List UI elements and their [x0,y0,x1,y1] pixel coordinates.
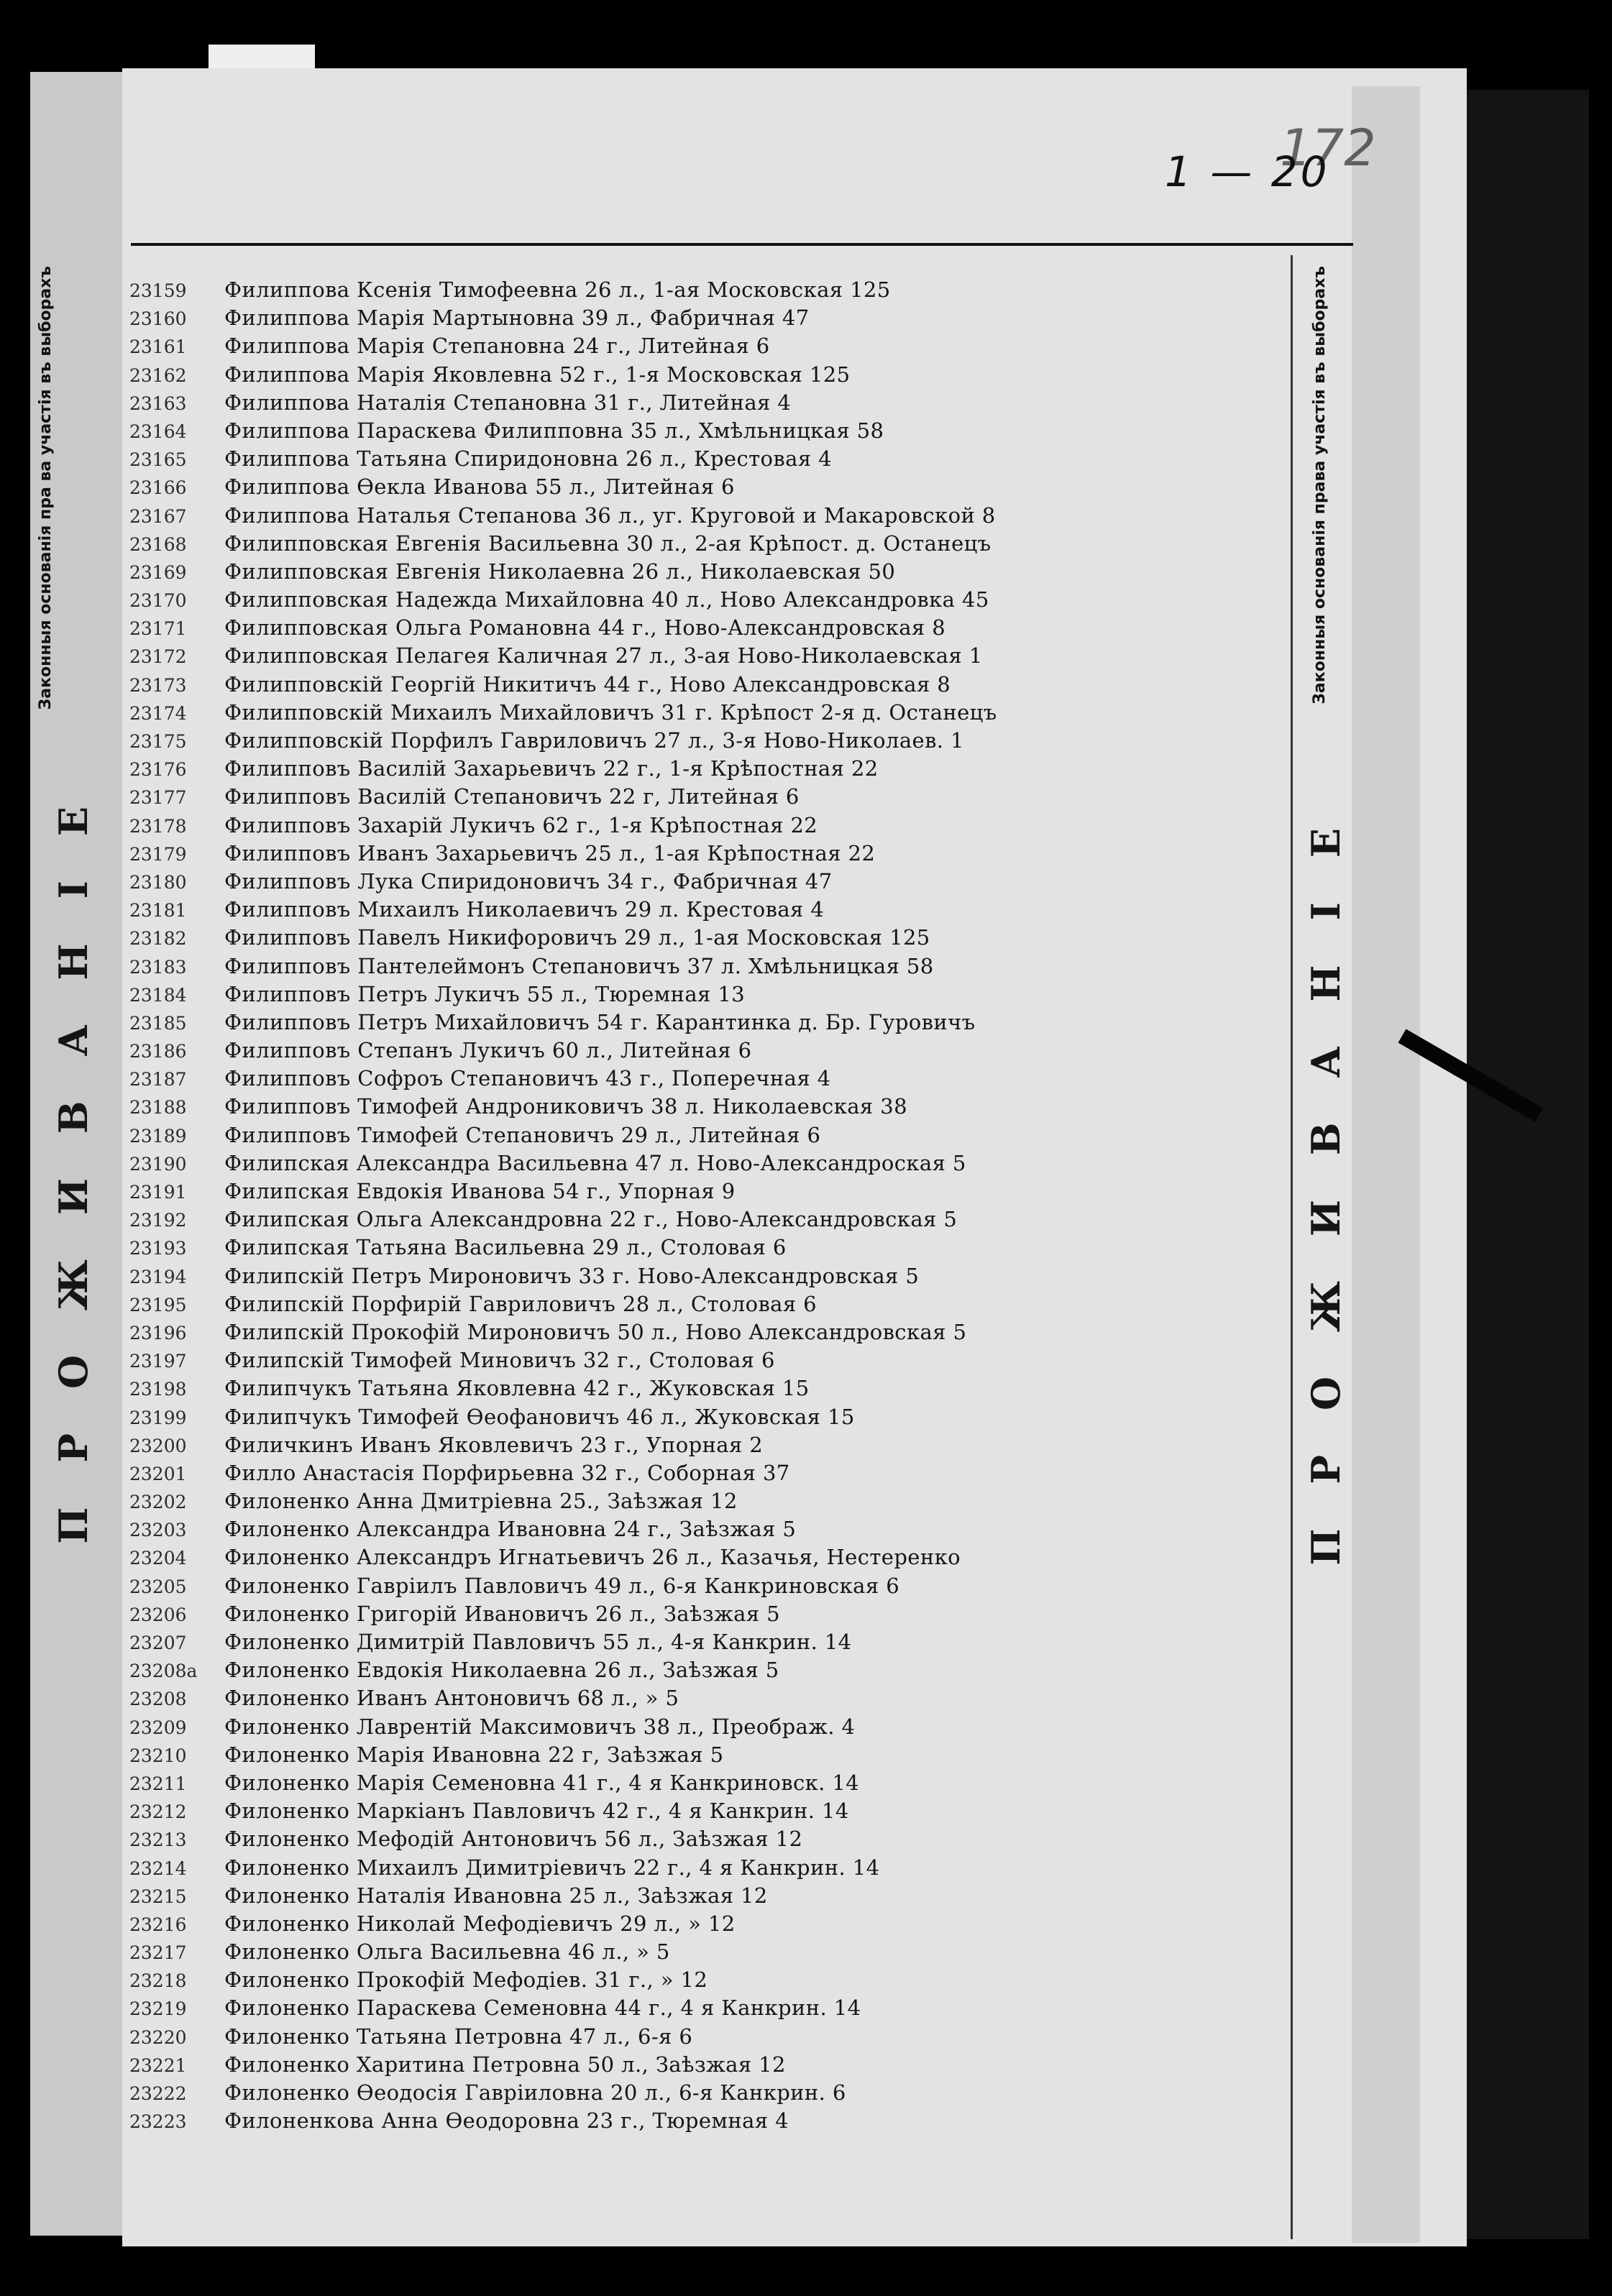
register-entry [129,1431,1294,1459]
entry-text: Филиппова Марія Мартыновна 39 л., Фабричная 47 [224,306,810,331]
entry-number: 23202 [129,1492,187,1513]
entry-number: 23208а [129,1661,198,1682]
right-column-title: ПРОЖИВАНІЕ [1303,784,1349,1566]
entry-number: 23184 [129,984,187,1006]
register-entry [129,530,1294,558]
entry-number: 23163 [129,392,187,414]
entry-number: 23210 [129,1745,187,1766]
left-column-caption: Законныя основанія пра ва участія въ выборахъ [37,266,55,710]
register-entry [129,2079,1294,2107]
entry-text: Филоненко Маркіанъ Павловичъ 42 г., 4 я Канкрин. 14 [224,1799,849,1824]
entry-number: 23198 [129,1379,187,1400]
register-entry [129,1769,1294,1797]
register-entry [129,1093,1294,1121]
entry-number: 23175 [129,731,187,752]
right-column-caption: Законныя основанія права участія въ выборахъ [1311,266,1329,704]
entry-text: Филипповъ Лука Спиридоновичъ 34 г., Фабричная 47 [224,868,833,894]
entry-text: Филипповскій Михаилъ Михайловичъ 31 г. Крѣпост 2-я д. Останецъ [224,699,997,725]
entry-text: Филоненко Ольга Васильевна 46 л., » 5 [224,1939,670,1965]
register-entry [129,1600,1294,1628]
register-entry [129,699,1294,727]
register-entry [129,1121,1294,1149]
register-entry [129,1966,1294,1994]
register-entry [129,1487,1294,1515]
entry-text: Филоненко Димитрій Павловичъ 55 л., 4-я Канкрин. 14 [224,1630,852,1654]
entry-number: 23218 [129,1970,187,1992]
register-entry [129,2051,1294,2079]
entry-number: 23211 [129,1773,187,1794]
register-entry [129,755,1294,783]
register-entry [129,1572,1294,1600]
entry-number: 23213 [129,1829,187,1851]
entry-number: 23171 [129,618,187,640]
register-entry [129,1713,1294,1741]
entry-number: 23185 [129,1012,187,1034]
register-entry [129,671,1294,699]
entry-number: 23217 [129,1942,187,1964]
entry-number: 23173 [129,674,187,696]
entry-text: Филипповъ Захарій Лукичъ 62 г., 1-я Крѣпостная 22 [224,812,818,837]
register-entry [129,1009,1294,1037]
register-entry [129,1234,1294,1262]
entry-number: 23166 [129,477,187,499]
entry-number: 23181 [129,900,187,922]
register-entry [129,1206,1294,1234]
folio-number: 172 [1280,119,1376,178]
entry-text: Филоненко Ѳеодосія Гавріиловна 20 л., 6-я Канкрин. 6 [224,2080,846,2105]
register-entry [129,1262,1294,1290]
register-entry [129,1854,1294,1882]
entry-number: 23206 [129,1604,187,1625]
entry-text: Филоненко Харитина Петровна 50 л., Заѣзжая 12 [224,2052,786,2077]
register-entry [129,445,1294,473]
entry-number: 23174 [129,702,187,724]
entry-text: Филоненко Наталія Ивановна 25 л., Заѣзжая 12 [224,1883,768,1908]
entry-text: Филоненко Иванъ Антоновичъ 68 л., » 5 [224,1686,679,1711]
entry-text: Филипповъ Степанъ Лукичъ 60 л., Литейная 6 [224,1038,752,1063]
entry-text: Филипская Ольга Александровна 22 г., Ново-Александровская 5 [224,1207,958,1232]
entry-text: Филипповъ Василій Захарьевичъ 22 г., 1-я Крѣпостная 22 [224,756,879,781]
register-entry [129,1515,1294,1543]
register-entry [129,727,1294,755]
register-entry [129,1374,1294,1402]
entry-number: 23159 [129,280,187,301]
register-entry [129,1882,1294,1910]
entry-text: Филипповъ Иванъ Захарьевичъ 25 л., 1-ая Крѣпостная 22 [224,840,876,865]
entry-text: Филипповская Ольга Романовна 44 г., Ново-Александровская 8 [224,615,946,640]
entry-number: 23219 [129,1998,187,2020]
header-rule [131,243,1353,246]
entry-number: 23201 [129,1463,187,1484]
entry-number: 23164 [129,421,187,442]
entry-number: 23186 [129,1041,187,1062]
entry-text: Филоненко Александра Ивановна 24 г., Заѣзжая 5 [224,1517,797,1542]
entry-text: Филоненко Марія Семеновна 41 г., 4 я Канкриновск. 14 [224,1770,860,1795]
entry-text: Филипповъ Михаилъ Николаевичъ 29 л. Крестовая 4 [224,897,825,922]
register-entry [129,1318,1294,1346]
register-entry [129,276,1294,304]
entry-number: 23170 [129,590,187,612]
entry-text: Филипповъ Василій Степановичъ 22 г, Литейная 6 [224,784,800,809]
entry-text: Филипповъ Тимофей Степановичъ 29 л., Литейная 6 [224,1122,821,1147]
register-entry [129,1684,1294,1712]
entry-text: Филипповская Пелагея Каличная 27 л., 3-ая Ново-Николаевская 1 [224,643,983,669]
entry-number: 23188 [129,1097,187,1119]
entry-number: 23165 [129,449,187,471]
entry-number: 23196 [129,1322,187,1344]
entry-text: Филиппова Ксенія Тимофеевна 26 л., 1-ая Московская 125 [224,277,891,302]
register-entry [129,1543,1294,1571]
register-entry [129,614,1294,642]
entry-text: Филипчукъ Тимофей Ѳеофановичъ 46 л., Жуковская 15 [224,1404,855,1429]
register-entry [129,558,1294,586]
register-entry [129,1628,1294,1656]
entry-text: Филипповская Евгенія Васильевна 30 л., 2-ая Крѣпост. д. Останецъ [224,531,992,556]
entry-text: Филипскій Порфирій Гавриловичъ 28 л., Столовая 6 [224,1291,818,1316]
entry-text: Филоненко Григорій Ивановичъ 26 л., Заѣзжая 5 [224,1601,781,1626]
entry-number: 23187 [129,1069,187,1090]
entry-text: Филипповскій Порфилъ Гавриловичъ 27 л., 3-я Ново-Николаев. 1 [224,728,964,753]
entry-number: 23160 [129,308,187,330]
entry-text: Филипповъ Петръ Михайловичъ 54 г. Карантинка д. Бр. Гуровичъ [224,1009,976,1034]
entry-text: Филипская Татьяна Васильевна 29 л., Столовая 6 [224,1235,787,1260]
entry-text: Филипповъ Пантелеймонъ Степановичъ 37 л. Хмѣльницкая 58 [224,953,934,978]
entry-text: Филоненко Михаилъ Димитріевичъ 22 г., 4 я Канкрин. 14 [224,1855,880,1880]
entry-number: 23221 [129,2054,187,2076]
register-entry [129,868,1294,896]
entry-number: 23212 [129,1801,187,1823]
register-entry [129,952,1294,981]
entry-text: Филоненко Гавріилъ Павловичъ 49 л., 6-я Канкриновская 6 [224,1573,900,1598]
register-entry [129,1825,1294,1853]
register-entry [129,304,1294,332]
entry-text: Филипповская Надежда Михайловна 40 л., Ново Александровка 45 [224,587,989,612]
entry-number: 23177 [129,787,187,809]
entry-number: 23197 [129,1351,187,1372]
register-entry [129,896,1294,924]
register-entry [129,1403,1294,1431]
entry-number: 23200 [129,1435,187,1456]
entry-text: Филиппова Марія Степановна 24 г., Литейная 6 [224,334,770,359]
entry-text: Филоненко Александръ Игнатьевичъ 26 л., Казачья, Нестеренко [224,1545,961,1570]
corner-mark: 1 — 20 [1165,147,1330,196]
entry-number: 23203 [129,1520,187,1541]
register-entry [129,361,1294,389]
entry-text: Филиппова Ѳекла Иванова 55 л., Литейная 6 [224,474,735,500]
register-entry [129,812,1294,840]
entry-text: Филоненко Лаврентій Максимовичъ 38 л., Преображ. 4 [224,1714,856,1739]
entry-number: 23195 [129,1294,187,1315]
entry-text: Филоненко Татьяна Петровна 47 л., 6-я 6 [224,2024,693,2049]
entry-text: Филиппова Наталія Степановна 31 г., Литейная 4 [224,390,792,415]
entry-number: 23191 [129,1182,187,1203]
entry-number: 23193 [129,1238,187,1259]
entry-number: 23168 [129,533,187,555]
register-entry [129,1177,1294,1206]
entry-number: 23178 [129,815,187,837]
entry-number: 23179 [129,843,187,865]
entry-number: 23176 [129,759,187,781]
register-entry [129,2107,1294,2135]
entry-text: Филипская Евдокія Иванова 54 г., Упорная 9 [224,1179,736,1203]
register-entry [129,1149,1294,1177]
register-entry [129,1797,1294,1825]
register-entry [129,1065,1294,1093]
register-entry [129,1459,1294,1487]
register-entry [129,1290,1294,1318]
register-entry [129,840,1294,868]
entry-text: Филипповская Евгенія Николаевна 26 л., Николаевская 50 [224,559,896,584]
entry-number: 23215 [129,1886,187,1907]
entry-number: 23216 [129,1914,187,1935]
entry-number: 23162 [129,364,187,386]
entry-number: 23189 [129,1125,187,1147]
entry-number: 23207 [129,1633,187,1653]
entry-number: 23183 [129,956,187,978]
entry-number: 23199 [129,1407,187,1428]
entry-number: 23180 [129,871,187,893]
register-entry [129,502,1294,530]
entry-number: 23222 [129,2083,187,2104]
entry-text: Филипповскій Георгій Никитичъ 44 г., Ново Александровская 8 [224,671,951,697]
register-entry [129,1741,1294,1769]
entry-text: Филичкинъ Иванъ Яковлевичъ 23 г., Упорная 2 [224,1432,764,1457]
register-entry [129,981,1294,1009]
entry-number: 23182 [129,928,187,950]
entry-text: Филиппова Марія Яковлевна 52 г., 1-я Московская 125 [224,362,851,387]
left-column-title: ПРОЖИВАНІЕ [50,762,96,1544]
entry-number: 23223 [129,2111,187,2133]
entry-number: 23190 [129,1153,187,1175]
right-margin-column [1352,86,1420,2243]
register-entry [129,783,1294,811]
entry-text: Филоненко Николай Мефодіевичъ 29 л., » 12 [224,1911,736,1936]
entry-number: 23204 [129,1548,187,1569]
entry-text: Филоненко Параскева Семеновна 44 г., 4 я Канкрин. 14 [224,1996,861,2021]
entry-text: Филипскій Прокофій Мироновичъ 50 л., Ново Александровская 5 [224,1319,967,1344]
entry-number: 23192 [129,1210,187,1231]
entry-number: 23167 [129,505,187,527]
entry-text: Филипповъ Павелъ Никифоровичъ 29 л., 1-ая Московская 125 [224,925,930,950]
entry-number: 23214 [129,1858,187,1879]
register-entry [129,389,1294,417]
entry-text: Филоненко Прокофій Мефодіев. 31 г., » 12 [224,1967,708,1993]
entry-text: Филиппова Параскева Филипповна 35 л., Хмѣльницкая 58 [224,418,884,443]
entry-number: 23220 [129,2026,187,2048]
entry-text: Филоненко Марія Ивановна 22 г, Заѣзжая 5 [224,1742,724,1767]
register-entry [129,924,1294,952]
register-entry [129,1910,1294,1938]
register-entry [129,1346,1294,1374]
entry-number: 23161 [129,336,187,358]
entry-text: Филоненкова Анна Ѳеодоровна 23 г., Тюремная 4 [224,2108,789,2134]
entry-text: Филоненко Мефодій Антоновичъ 56 л., Заѣзжая 12 [224,1827,803,1852]
register-entry [129,642,1294,670]
register-entry [129,417,1294,445]
entry-text: Филипскій Петръ Мироновичъ 33 г. Ново-Александровская 5 [224,1263,920,1288]
entry-number: 23209 [129,1717,187,1738]
entry-text: Филипповъ Тимофей Андрониковичъ 38 л. Николаевская 38 [224,1094,907,1119]
register-entry [129,332,1294,360]
entry-text: Филло Анастасія Порфирьевна 32 г., Соборная 37 [224,1460,790,1485]
entry-number: 23194 [129,1266,187,1287]
entry-text: Филипскій Тимофей Миновичъ 32 г., Столовая 6 [224,1348,775,1373]
entry-number: 23208 [129,1689,187,1710]
entry-text: Филипповъ Софроъ Степановичъ 43 г., Поперечная 4 [224,1066,831,1091]
entry-text: Филоненко Анна Дмитріевна 25., Заѣзжая 12 [224,1489,738,1514]
entry-number: 23205 [129,1576,187,1597]
register-entry [129,1656,1294,1684]
entry-number: 23169 [129,561,187,583]
register-entry [129,586,1294,614]
voter-listing [129,276,1294,2135]
entry-text: Филоненко Евдокія Николаевна 26 л., Заѣзжая 5 [224,1658,779,1683]
register-entry [129,2023,1294,2051]
register-entry [129,1994,1294,2022]
register-entry [129,1938,1294,1966]
register-entry [129,1037,1294,1065]
register-entry [129,473,1294,501]
entry-number: 23172 [129,646,187,668]
entry-text: Филипская Александра Васильевна 47 л. Ново-Александроская 5 [224,1150,966,1175]
entry-text: Филипчукъ Татьяна Яковлевна 42 г., Жуковская 15 [224,1376,810,1401]
entry-text: Филиппова Татьяна Спиридоновна 26 л., Крестовая 4 [224,446,832,472]
entry-text: Филипповъ Петръ Лукичъ 55 л., Тюремная 13 [224,981,746,1006]
entry-text: Филиппова Наталья Степанова 36 л., уг. Круговой и Макаровской 8 [224,502,996,528]
